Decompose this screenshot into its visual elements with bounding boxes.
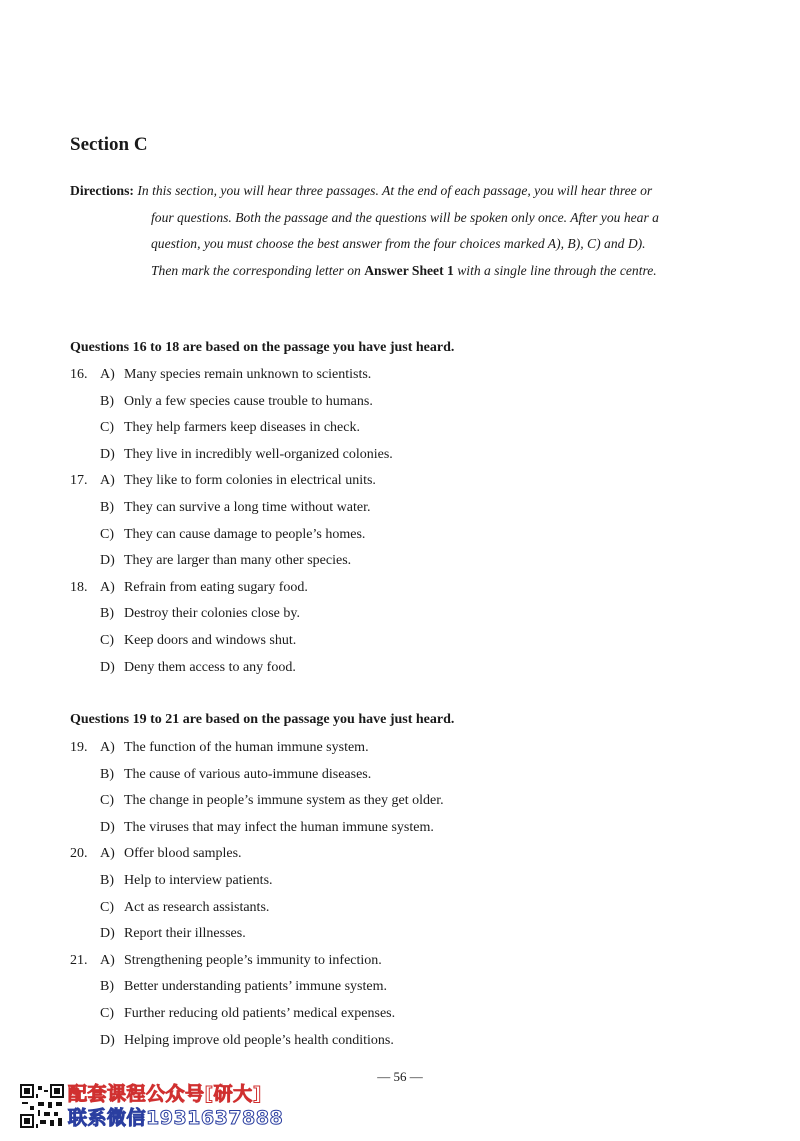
question-16-option-a[interactable]: 16. A) Many species remain unknown to scientists. xyxy=(70,362,393,389)
question-19-option-c[interactable]: C) The change in people’s immune system as they get older. xyxy=(100,793,444,809)
directions-line: question, you must choose the best answer from the four choices marked A), B), C) and D). xyxy=(151,236,646,251)
question-20-option-d[interactable]: D) Report their illnesses. xyxy=(100,926,246,942)
question-19-option-a[interactable]: 19. A) The function of the human immune system. xyxy=(70,735,444,762)
directions-line: Directions: In this section, you will hear three passages. At the end of each passage, you will hear three or xyxy=(70,183,653,198)
question-21-option-a[interactable]: 21. A) Strengthening people’s immunity to infection. xyxy=(70,948,444,975)
question-number: 16. xyxy=(70,367,88,382)
directions-label: Directions xyxy=(70,183,130,198)
question-18-option-a[interactable]: 18. A) Refrain from eating sugary food. xyxy=(70,575,393,602)
question-19-option-b[interactable]: B) The cause of various auto-immune diseases. xyxy=(100,766,372,782)
question-20-option-a[interactable]: 20. A) Offer blood samples. xyxy=(70,841,444,868)
question-19-option-d[interactable]: D) The viruses that may infect the human immune system. xyxy=(100,819,434,835)
question-16-option-d[interactable]: D) They live in incredibly well-organized colonies. xyxy=(100,446,393,462)
question-21-option-c[interactable]: C) Further reducing old patients’ medical expenses. xyxy=(100,1005,396,1021)
question-20-option-b[interactable]: B) Help to interview patients. xyxy=(100,872,273,888)
question-number: 21. xyxy=(70,952,88,968)
question-group-1 xyxy=(70,362,393,681)
question-17-option-b[interactable]: B) They can survive a long time without water. xyxy=(100,499,371,515)
group-heading: Questions 19 to 21 are based on the passage you have just heard. xyxy=(70,712,455,727)
question-number: 18. xyxy=(70,579,88,595)
answer-sheet-label: Answer Sheet 1 xyxy=(364,262,454,278)
watermark xyxy=(68,1082,318,1130)
question-21-option-b[interactable]: B) Better understanding patients’ immune system. xyxy=(100,979,387,995)
question-number: 17. xyxy=(70,473,88,489)
question-17-option-c[interactable]: C) They can cause damage to people’s homes. xyxy=(100,526,366,542)
question-21-option-d[interactable]: D) Helping improve old people’s health conditions. xyxy=(100,1032,394,1048)
section-title: Section C xyxy=(70,134,148,155)
page-number: — 56 — xyxy=(377,1069,423,1084)
question-17-option-d[interactable]: D) They are larger than many other species. xyxy=(100,553,352,569)
group-heading: Questions 16 to 18 are based on the passage you have just heard. xyxy=(70,340,455,355)
qr-code-icon xyxy=(20,1084,64,1128)
question-number: 19. xyxy=(70,740,88,755)
question-20-option-c[interactable]: C) Act as research assistants. xyxy=(100,899,270,915)
watermark-line: 联系微信1931637888 xyxy=(68,1107,284,1129)
question-18-option-d[interactable]: D) Deny them access to any food. xyxy=(100,659,296,675)
question-16-option-b[interactable]: B) Only a few species cause trouble to humans. xyxy=(100,393,373,409)
question-group-2 xyxy=(70,735,444,1054)
watermark-line: 配套课程公众号[研大] xyxy=(68,1083,262,1105)
directions-line: Then mark the corresponding letter on Answer Sheet 1 with a single line through the centre. xyxy=(151,262,657,278)
question-18-option-b[interactable]: B) Destroy their colonies close by. xyxy=(100,606,300,622)
question-17-option-a[interactable]: 17. A) They like to form colonies in electrical units. xyxy=(70,468,393,495)
question-18-option-c[interactable]: C) Keep doors and windows shut. xyxy=(100,632,297,648)
directions-block xyxy=(70,178,760,284)
directions-line: four questions. Both the passage and the questions will be spoken only once. After you hear a xyxy=(151,209,659,225)
question-number: 20. xyxy=(70,846,88,862)
question-16-option-c[interactable]: C) They help farmers keep diseases in check. xyxy=(100,420,360,436)
